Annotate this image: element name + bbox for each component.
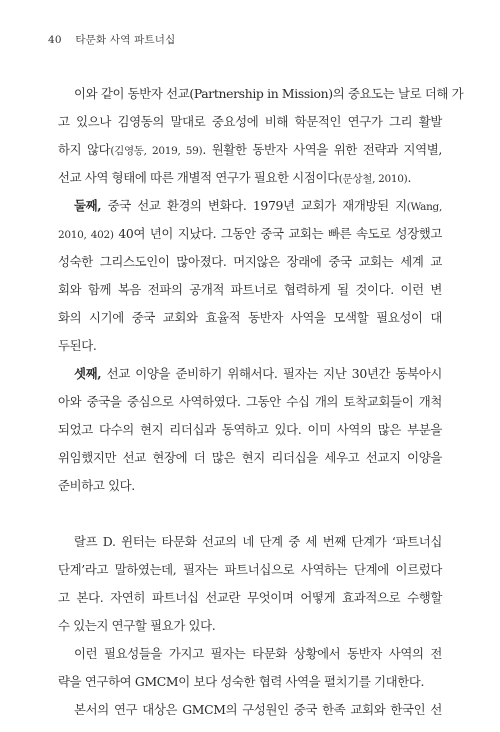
- para1-line4: [58, 164, 442, 192]
- para1-line1: 이와 같이 동반자 선교(Partnership in Mission)의 중요도는 날로 더해 가: [74, 86, 464, 101]
- para2-line1: [58, 192, 442, 220]
- para3-line3: 되었고 다수의 현지 리더십과 동역하고 있다. 이미 사역의 많은 부분을: [58, 422, 442, 437]
- para2-label: 둘째,: [74, 198, 102, 213]
- page-number: 40: [48, 34, 62, 46]
- running-header: [48, 32, 175, 47]
- para1-line2: 고 있으나 김영동의 말대로 중요성에 비해 학문적인 연구가 그리 활발: [58, 114, 442, 129]
- para1-line3-text: 하지 않다: [58, 142, 111, 157]
- para5-line1: 이런 필요성들을 가지고 필자는 타문화 상황에서 동반자 사역의 전: [74, 646, 442, 661]
- para2-line1-text: 중국 선교 환경의 변화다. 1979년 교회가 재개방된 지: [101, 198, 407, 213]
- para3-line1-text: 선교 이양을 준비하기 위해서다. 필자는 지난 30년간 동북아시: [101, 366, 442, 381]
- para2-line2-text: 40여 년이 지났다. 그동안 중국 교회는 빠른 속도로 성장했고: [113, 226, 442, 241]
- running-title: 타문화 사역 파트너십: [75, 34, 176, 46]
- para4-line2: 단계’라고 말하였는데, 필자는 파트너십으로 사역하는 단계에 이르렀다: [58, 562, 442, 577]
- para3-line4: 위임했지만 선교 현장에 더 많은 현지 리더십을 세우고 선교지 이양을: [58, 450, 442, 465]
- para1-line4-text: 선교 사역 형태에 따른 개별적 연구가 필요한 시점이다: [58, 170, 339, 185]
- para4-line1: 랄프 D. 윈터는 타문화 선교의 네 단계 중 세 번째 단계가 ‘파트너십: [74, 534, 442, 549]
- para4-line4: 수 있는지 연구할 필요가 있다.: [58, 618, 216, 633]
- body-text: [58, 80, 464, 724]
- para6-line1: 본서의 연구 대상은 GMCM의 구성원인 중국 한족 교회와 한국인 선: [74, 702, 442, 717]
- para1-line3-text-b: . 원활한 동반자 사역을 위한 전략과 지역별,: [202, 142, 442, 157]
- citation-wang-b: 2010, 402): [58, 229, 114, 241]
- citation-kim-2019: (김영동, 2019, 59): [110, 145, 203, 157]
- para3-line1: [58, 360, 442, 388]
- para4-line3: 고 본다. 자연히 파트너십 선교란 무엇이며 어떻게 효과적으로 수행할: [58, 590, 442, 605]
- paragraph-gap: [58, 500, 442, 528]
- para2-line3: 성숙한 그리스도인이 많아졌다. 머지않은 장래에 중국 교회는 세계 교: [58, 254, 442, 269]
- citation-moon-2010: (문상철, 2010): [338, 173, 408, 185]
- para2-line6: 두된다.: [58, 338, 97, 353]
- para1-line4-text-b: .: [407, 170, 412, 185]
- para2-line4: 회와 함께 복음 전파의 공개적 파트너로 협력하게 될 것이다. 이런 변: [58, 282, 442, 297]
- para3-label: 셋째,: [74, 366, 102, 381]
- para3-line5: 준비하고 있다.: [58, 478, 135, 493]
- para5-line2: 략을 연구하여 GMCM이 보다 성숙한 협력 사역을 펼치기를 기대한다.: [58, 674, 425, 689]
- para3-line2: 아와 중국을 중심으로 사역하였다. 그동안 수십 개의 토착교회들이 개척: [58, 394, 442, 409]
- para2-line2: [58, 220, 442, 248]
- citation-wang-a: (Wang,: [406, 201, 442, 213]
- para1-line3: [58, 136, 442, 164]
- para2-line5: 화의 시기에 중국 교회와 효율적 동반자 사역을 모색할 필요성이 대: [58, 310, 442, 325]
